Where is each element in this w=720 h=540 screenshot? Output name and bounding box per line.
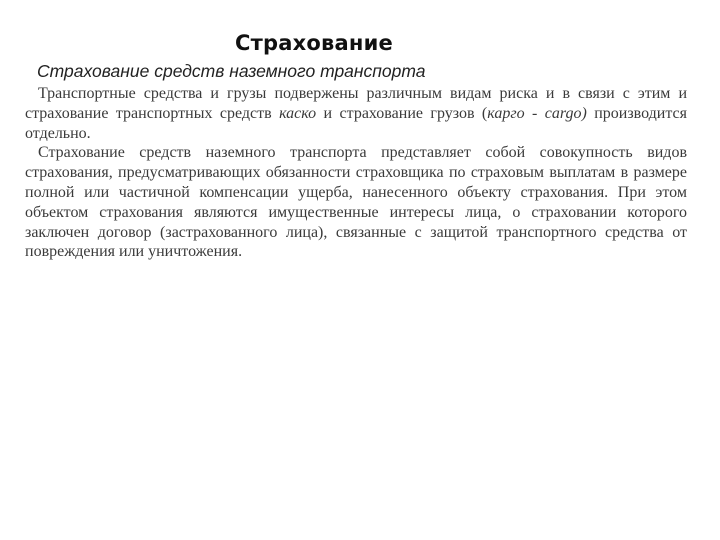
kasko-term: каско [279, 104, 317, 122]
paragraph-1-text-b: и страхование грузов ( [316, 104, 488, 122]
paragraph-1 [25, 84, 687, 143]
paragraph-1-text-a: Транспортные средства и грузы подвержены различным видам риска и в связи с этим и страхование транспортных средств [25, 85, 687, 122]
slide-body [25, 84, 687, 262]
paragraph-2: Страхование средств наземного транспорта представляет собой совокупность видов страхования, предусматривающих обязанности страховщика по страховым выплатам в размере полной или частичной компенсации ущерба, нанесенного объекту страхования. При этом объектом страхования являются имущественные интересы лица, о страховании которого заключен договор (застрахованного лица), связанные с защитой транспортного средства от повреждения или уничтожения. [25, 144, 687, 261]
paragraph-1-text-c: производится отдельно. [25, 104, 688, 142]
slide-subtitle: Страхование средств наземного транспорта [37, 61, 426, 81]
slide-title: Страхование [235, 31, 393, 55]
kargo-term: карго - cargo) [487, 104, 587, 122]
